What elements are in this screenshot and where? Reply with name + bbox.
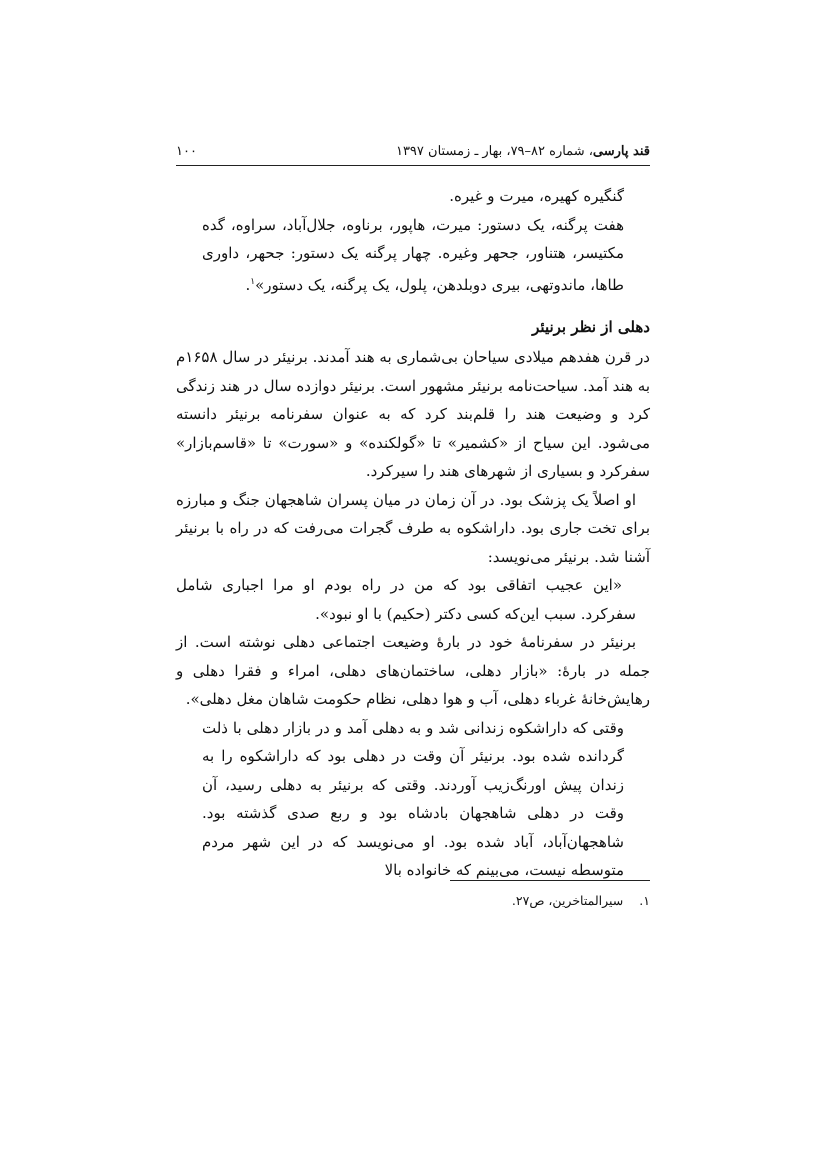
page-number: ۱۰۰ bbox=[176, 144, 197, 159]
main-text bbox=[176, 182, 650, 885]
section-title: دهلی از نظر برنیئر bbox=[532, 318, 650, 336]
footnote-text: سیرالمتاخرین، ص۲۷. bbox=[511, 893, 624, 908]
intro-line-end: . bbox=[245, 275, 251, 294]
header-rule bbox=[176, 165, 650, 166]
intro-line-2-text: هفت پرگنه، یک دستور: میرت، هاپور، برناوه، جلال‌آباد، سراوه، گده مکتیسر، هتناور، جحهر وغیره. چهار پرگنه یک دستور: جحهر، داوری طاها، ماندوتهی، بیری دوبلدهن، پلول، یک پرگنه، یک دستور» bbox=[202, 215, 624, 294]
paragraph-3: برنیئر در سفرنامهٔ خود در بارهٔ وضیعت اجتماعی دهلی نوشته است. از جمله در بارهٔ: «بازار دهلی، ساختمان‌های دهلی، امراء و فقرا دهلی و رهایش‌خانهٔ غرباء دهلی، آب و هوا دهلی، نظام حکومت شاهان مغل دهلی». bbox=[176, 633, 650, 708]
footnote bbox=[176, 890, 650, 912]
journal-issue: ، شماره ۸۲–۷۹، بهار ـ زمستان ۱۳۹۷ bbox=[395, 144, 593, 159]
paragraph-4: وقتی که داراشکوه زندانی شد و به دهلی آمد و در بازار دهلی با ذلت گردانده شده بود. برنیئر آن وقت در دهلی بود که داراشکوه را به زندان پیش اورنگ‌زیب آوردند. وقتی که برنیئر به دهلی رسید، آن وقت در دهلی شاهجهان بادشاه بود و ربع صدی گذشته بود. شاهجهان‌آباد، آباد شده بود. او می‌نویسد که در این شهر مردم متوسطه نیست، می‌بینم که خانواده بالا bbox=[202, 718, 624, 879]
journal-name: قند پارسی bbox=[592, 144, 650, 159]
paragraph-2: او اصلاً یک پزشک بود. در آن زمان در میان پسران شاهجهان جنگ و مبارزه برای تخت جاری بود. داراشکوه به طرف گجرات می‌رفت که در راه با برنیئر آشنا شد. برنیئر می‌نویسد: bbox=[176, 490, 650, 566]
intro-line-2 bbox=[202, 211, 624, 300]
running-header bbox=[176, 142, 650, 164]
indented-block bbox=[176, 714, 650, 885]
footnote-ref[interactable]: ۱ bbox=[250, 276, 256, 287]
block-quote: «این عجیب اتفاقی بود که من در راه بودم او مرا اجباری شامل سفرکرد. سبب این‌که کسی دکتر (حکیم) با او نبود». bbox=[176, 576, 636, 623]
paragraph-1: در قرن هفدهم میلادی سیاحان بی‌شماری به هند آمدند. برنیئر در سال ۱۶۵۸م به هند آمد. سیاحت‌نامه برنیئر مشهور است. برنیئر دوازده سال در هند زندگی کرد و وضیعت هند را قلم‌بند کرد که به عنوان سفرنامه برنیئر دانسته می‌شود. این سیاح از «کشمیر» تا «گولکنده» و «سورت» تا «قاسم‌بازار» سفرکرد و بسیاری از شهرهای هند را سیرکرد. bbox=[176, 348, 650, 480]
journal-citation bbox=[396, 144, 650, 159]
intro-line-1: گنگیره کهیره، میرت و غیره. bbox=[449, 187, 624, 205]
footnote-rule bbox=[450, 880, 650, 881]
footnote-number: ۱. bbox=[639, 893, 650, 908]
intro-block bbox=[176, 182, 650, 299]
